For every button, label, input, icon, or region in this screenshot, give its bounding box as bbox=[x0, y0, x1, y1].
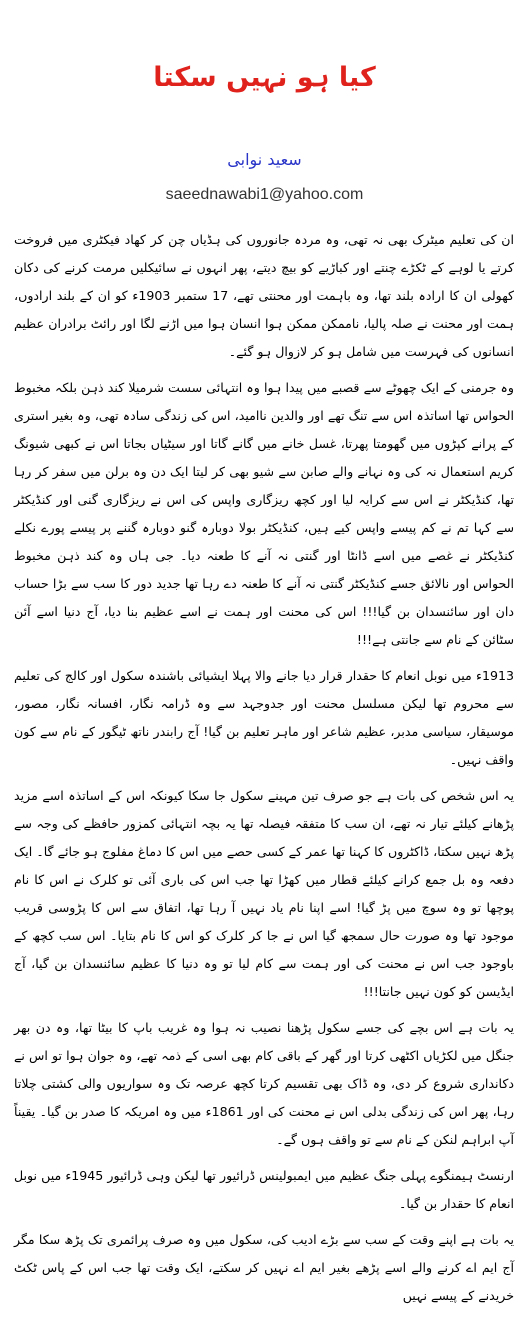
paragraph: 1913ء میں نوبل انعام کا حقدار قرار دیا جانے والا پہلا ایشیائی باشندہ سکول اور کالج کی تعلیم سے محروم تھا لیکن مسلسل محنت اور جدوجہد سے وہ ڈرامہ نگار، افسانہ نگار، مصور، موسیقار، سیاسی مدبر، عظیم شاعر اور ماہر تعلیم بن گیا! آج رابندر ناتھ ٹیگور کے نام سے کون واقف نہیں۔ bbox=[14, 668, 514, 767]
paragraph: ارنسٹ ہیمنگوے پہلی جنگ عظیم میں ایمبولینس ڈرائیور تھا لیکن وہی ڈرائیور 1945ء میں نوبل انعام کا حقدار بن گیا۔ bbox=[14, 1168, 514, 1211]
paragraph: ان کی تعلیم میٹرک بھی نہ تھی، وہ مردہ جانوروں کی ہڈیاں چن کر کھاد فیکٹری میں فروخت کرتے یا لوہے کے ٹکڑے چنتے اور کباڑیے کو بیچ دیتے، پھر انہوں نے سائیکلیں مرمت کرنے کی دکان کھولی ان کا ارادہ بلند تھا، وہ باہمت اور محنتی تھے، 17 ستمبر 1903ء کو ان کے بلند ارادوں، ہمت اور محنت نے صلہ پالیا، ناممکن ممکن ہوا انسان ہوا میں اڑنے لگا اور رائٹ برادران عظیم انسانوں کی فہرست میں شامل ہو کر لازوال ہو گئے۔ bbox=[14, 232, 514, 359]
author-email: saeednawabi1@yahoo.com bbox=[165, 186, 364, 203]
paragraph: یہ اس شخص کی بات ہے جو صرف تین مہینے سکول جا سکا کیونکہ اس کے اساتذہ اسے مزید پڑھانے کیلئے تیار نہ تھے، ان سب کا متفقہ فیصلہ تھا یہ بچہ انتہائی کمزور حافظے کی وجہ سے پڑھ نہیں سکتا، ڈاکٹروں کا کہنا تھا عمر کے کسی حصے میں اس کا دماغ مفلوج ہو جائے گا۔ ایک دفعہ وہ بل جمع کرانے کیلئے قطار میں کھڑا تھا جب اس کی باری آئی تو کلرک نے اس کا نام پوچھا تو وہ سوچ میں پڑ گیا! اسے اپنا نام یاد نہیں آ رہا تھا، اتفاق سے اس کا پڑوسی قریب موجود تھا وہ صورت حال سمجھ گیا اس نے جا کر کلرک کو اس کا نام بتایا۔ اس سب کچھ کے باوجود جب اس نے محنت کی اور ہمت سے کام لیا تو وہ دنیا کا عظیم سائنسدان بن گیا، آج ایڈیسن کو کون نہیں جانتا!!! bbox=[14, 788, 514, 999]
article-title: کیا ہو نہیں سکتا bbox=[153, 62, 376, 93]
paragraph: وہ جرمنی کے ایک چھوٹے سے قصبے میں پیدا ہوا وہ انتہائی سست شرمیلا کند ذہن بلکہ مخبوط الحواس تھا اساتذہ اس سے تنگ تھے اور والدین ناامید، اس کی زندگی سادہ تھی، وہ بغیر استری کے پرانے کپڑوں میں گھومتا پھرتا، غسل خانے میں گانے گاتا اور سیٹیاں بجاتا اس نے کبھی شیونگ کریم استعمال نہ کی وہ نہانے والے صابن سے شیو بھی کر لیتا ایک دن وہ برلن میں سفر کر رہا تھا، کنڈیکٹر نے اس سے کرایہ لیا اور کچھ ریزگاری واپس کی اس نے ریزگاری گنی اور کنڈیکٹر سے کہا تم نے کم پیسے واپس کیے ہیں، کنڈیکٹر بولا دوبارہ گنو دوبارہ گننے پر پیسے پورے نکلے کنڈیکٹر نے غصے میں اسے ڈانٹا اور گنتی نہ آنے کا طعنہ دیا۔ جی ہاں وہ کند ذہن مخبوط الحواس اور نالائق جسے کنڈیکٹر گنتی نہ آنے کا طعنہ دے رہا تھا جدید دور کا سب سے بڑا حساب دان اور سائنسدان بن گیا!!! اس کی محنت اور ہمت نے اسے عظیم بنا دیا، آج دنیا اسے آئن سٹائن کے نام سے جانتی ہے!!! bbox=[14, 380, 514, 647]
article-body bbox=[14, 226, 514, 1318]
paragraph: یہ بات ہے اپنے وقت کے سب سے بڑے ادیب کی، سکول میں وہ صرف پرائمری تک پڑھ سکا مگر آج ایم اے کرنے والے اسے پڑھے بغیر ایم اے نہیں کر سکتے، ایک وقت تھا جب اس کے پاس ٹکٹ خریدنے کے پیسے نہیں bbox=[14, 1232, 514, 1303]
author-name: سعید نوابی bbox=[227, 150, 302, 169]
paragraph: یہ بات ہے اس بچے کی جسے سکول پڑھنا نصیب نہ ہوا وہ غریب باپ کا بیٹا تھا، وہ دن بھر جنگل میں لکڑیاں اکٹھی کرتا اور گھر کے باقی کام بھی اسی کے ذمہ تھے، وہ جوان ہوا تو اس نے دکانداری شروع کر دی، وہ ڈاک بھی تقسیم کرتا کچھ عرصہ تک وہ سواریوں والی کشتی چلاتا رہا، پھر اس کی زندگی بدلی اس نے محنت کی اور 1861ء میں وہ امریکہ کا صدر بن گیا۔ یقیناً آپ ابراہم لنکن کے نام سے تو واقف ہوں گے۔ bbox=[14, 1020, 514, 1147]
